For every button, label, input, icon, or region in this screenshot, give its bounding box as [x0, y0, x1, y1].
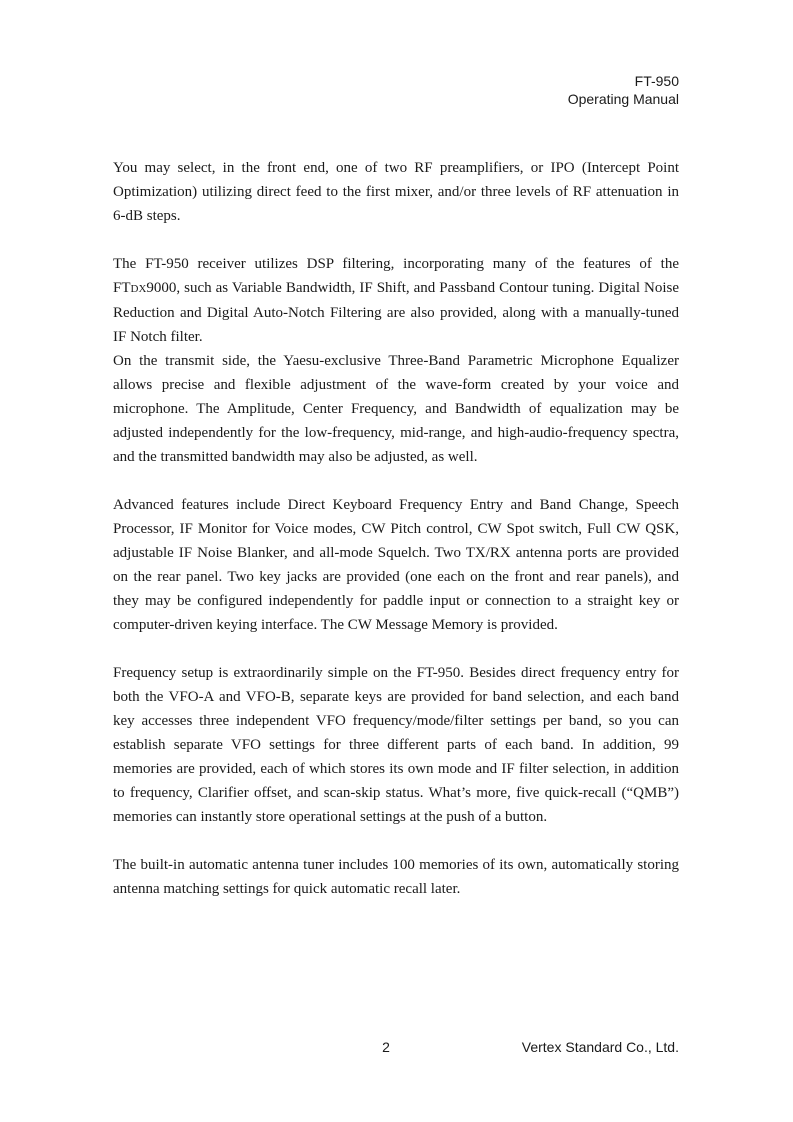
footer-company: Vertex Standard Co., Ltd. — [521, 1039, 679, 1055]
model-dx-smallcaps: DX — [130, 283, 147, 295]
paragraph-transmit-equalizer: On the transmit side, the Yaesu-exclusive Three-Band Parametric Microphone Equalizer allows precise and flexible adjustment of the wave-form created by your voice and microphone. The Amplitude, Center Frequency, and Bandwidth of equalization may be adjusted independently for the low-frequency, mid-range, and high-audio-frequency spectra, and the transmitted bandwidth may also be adjusted, as well. — [113, 353, 679, 465]
header-title: Operating Manual — [567, 91, 679, 107]
paragraph-preamp: You may select, in the front end, one of two RF preamplifiers, or IPO (Intercept Point Optimization) utilizing direct feed to the first mixer, and/or three levels of RF attenuation in 6-dB steps. — [113, 160, 679, 224]
header-model: FT-950 — [634, 73, 679, 89]
paragraph-advanced-features: Advanced features include Direct Keyboard Frequency Entry and Band Change, Speech Processor, IF Monitor for Voice modes, CW Pitch control, CW Spot switch, Full CW QSK, adjustable IF Noise Blanker, and all-mode Squelch. Two TX/RX antenna ports are provided on the rear panel. Two key jacks are provided (one each on the front and rear panels), and they may be configured independently for paddle input or connection to a straight key or computer-driven keying interface. The CW Message Memory is provided. — [113, 497, 679, 633]
paragraph-dsp-filtering-part1: The FT-950 receiver utilizes DSP filtering, incorporating many of the features of the FT — [113, 256, 679, 296]
paragraph-frequency-setup: Frequency setup is extraordinarily simple on the FT-950. Besides direct frequency entry for both the VFO-A and VFO-B, separate keys are provided for band selection, and each band key accesses three independent VFO frequency/mode/filter settings per band, so you can establish separate VFO settings for three different parts of each band. In addition, 99 memories are provided, each of which stores its own mode and IF filter selection, in addition to frequency, Clarifier offset, and scan-skip status. What’s more, five quick-recall (“QMB”) memories can instantly store operational settings at the push of a button. — [113, 665, 679, 825]
paragraph-antenna-tuner: The built-in automatic antenna tuner includes 100 memories of its own, automatically storing antenna matching settings for quick automatic recall later. — [113, 857, 679, 897]
paragraph-dsp-filtering — [113, 252, 679, 349]
page-header — [568, 72, 679, 108]
paragraph-dsp-filtering-part2: 9000, such as Variable Bandwidth, IF Shift, and Passband Contour tuning. Digital Noise Reduction and Digital Auto-Notch Filtering are also provided, along with a manually-tuned IF Notch filter. — [113, 280, 679, 345]
page-number: 2 — [382, 1039, 390, 1055]
body-text — [113, 156, 679, 901]
